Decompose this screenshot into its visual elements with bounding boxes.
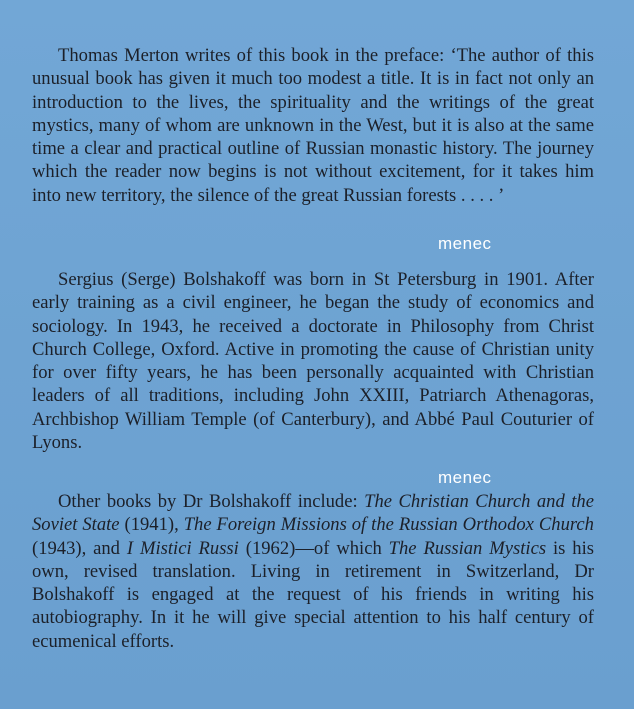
book-title: The Russian Mystics bbox=[388, 537, 547, 559]
text-segment: Other books by Dr Bolshakoff include: bbox=[58, 491, 365, 512]
paragraph-text bbox=[32, 490, 594, 653]
watermark-text: menec bbox=[438, 234, 492, 253]
book-title: The Christian Church and the Soviet State bbox=[32, 491, 594, 536]
paragraph-merton-preface bbox=[32, 44, 594, 207]
paragraph-text: Sergius (Serge) Bolshakoff was born in St Petersburg in 1901. After early training as a civil engineer, he began the study of economics and sociology. In 1943, he received a doctorate in Philosophy from Christ Church College, Oxford. Active in promoting the cause of Christian unity for over fifty years, he has been personally acquainted with Christian leaders of all traditions, including John XXIII, Patriarch Athenagoras, Archbishop William Temple (of Canterbury), and Abbé Paul Couturier of Lyons. bbox=[32, 269, 594, 454]
watermark-text: menec bbox=[438, 468, 492, 487]
text-segment: (1962)—of which bbox=[238, 537, 389, 559]
paragraph-text: Thomas Merton writes of this book in the preface: ‘The author of this unusual book has given it much too modest a title. It is in fact not only an introduction to the lives, the spirituality and the writings of the great mystics, many of whom are unknown in the West, but it is also at the same time a clear and practical outline of Russian monastic history. The journey which the reader now begins is not without excitement, for it takes him into new territory, the silence of the great Russian forests . . . . ’ bbox=[32, 45, 594, 206]
paragraph-author-biography bbox=[32, 268, 594, 454]
text-segment: is his own, revised translation. Living in retirement in Switzerland, Dr Bolshakoff is engaged at the request of his friends in writing his autobiography. In it he will give special attention to his half century of ecumenical efforts. bbox=[32, 537, 594, 652]
book-title: I Mistici Russi bbox=[126, 537, 239, 559]
paragraph-other-books bbox=[32, 490, 594, 653]
book-title: The Foreign Missions of the Russian Orthodox Church bbox=[183, 514, 594, 536]
text-segment: (1943), and bbox=[32, 537, 127, 559]
text-segment: (1941), bbox=[119, 514, 184, 536]
